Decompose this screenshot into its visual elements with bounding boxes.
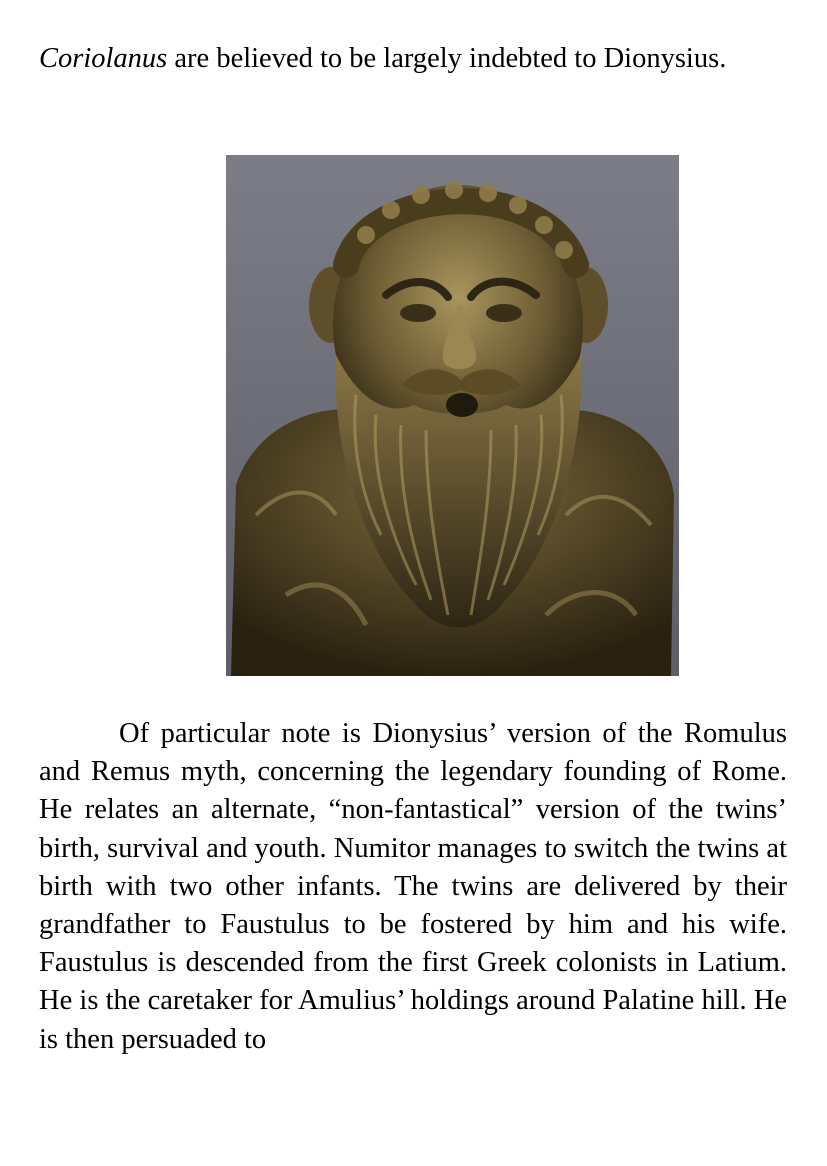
work-title: Coriolanus bbox=[39, 43, 168, 74]
intro-text: are believed to be largely indebted to Dionysius. bbox=[167, 43, 727, 74]
bust-illustration bbox=[226, 155, 679, 676]
body-paragraph: Of particular note is Dionysius’ version of the Romulus and Remus myth, concerning the legendary founding of Rome. He relates an alternate, “non-fantastical” version of the twins’ birth, survival and youth. Numitor manages to switch the twins at birth with two other infants. The twins are delivered by their grandfather to Faustulus to be fostered by him and his wife. Faustulus is descended from the first Greek colonists in Latium. He is the caretaker for Amulius’ holdings around Palatine hill. He is then persuaded to bbox=[39, 718, 787, 1055]
bust-photo bbox=[226, 155, 679, 676]
intro-paragraph bbox=[39, 40, 787, 78]
body-block bbox=[39, 715, 787, 1059]
intro-block bbox=[39, 40, 787, 78]
